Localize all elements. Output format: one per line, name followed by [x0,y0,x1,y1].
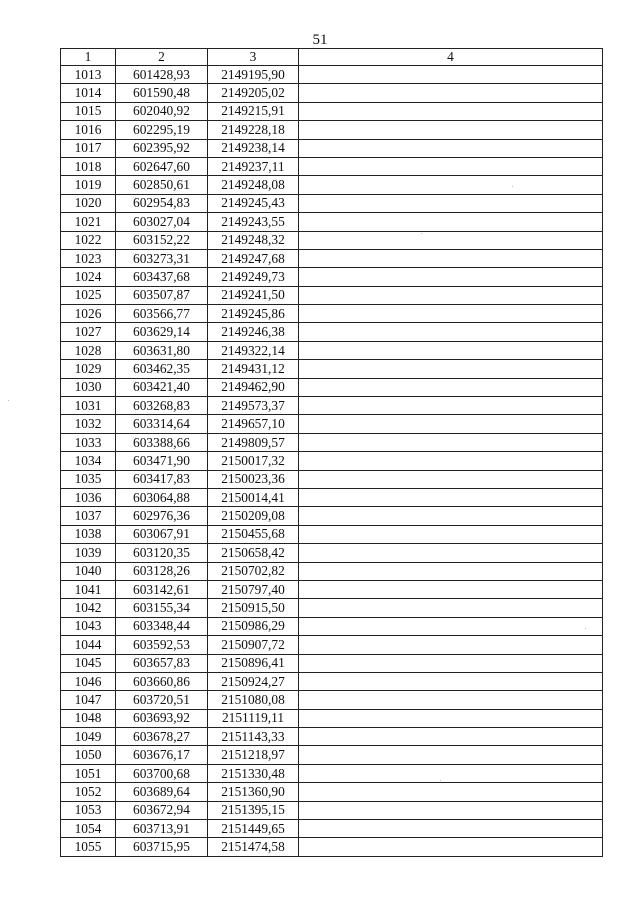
y-coordinate-cell: 2150915,50 [208,599,299,617]
description-cell [299,249,603,267]
description-cell [299,194,603,212]
scan-speck [585,628,586,629]
description-cell [299,783,603,801]
table-row [61,636,603,654]
x-coordinate-cell: 603657,83 [116,654,208,672]
table-row [61,213,603,231]
point-number-cell: 1034 [61,452,116,470]
x-coordinate-cell: 602395,92 [116,139,208,157]
description-cell [299,636,603,654]
x-coordinate-cell: 603629,14 [116,323,208,341]
description-cell [299,341,603,359]
x-coordinate-cell: 603471,90 [116,452,208,470]
point-number-cell: 1027 [61,323,116,341]
y-coordinate-cell: 2150014,41 [208,488,299,506]
description-cell [299,617,603,635]
description-cell [299,360,603,378]
point-number-cell: 1018 [61,157,116,175]
point-number-cell: 1032 [61,415,116,433]
y-coordinate-cell: 2149462,90 [208,378,299,396]
description-cell [299,525,603,543]
x-coordinate-cell: 603027,04 [116,213,208,231]
description-cell [299,139,603,157]
description-cell [299,709,603,727]
point-number-cell: 1033 [61,433,116,451]
x-coordinate-cell: 603693,92 [116,709,208,727]
y-coordinate-cell: 2150924,27 [208,672,299,690]
y-coordinate-cell: 2149245,86 [208,305,299,323]
description-cell [299,838,603,856]
table-row [61,746,603,764]
x-coordinate-cell: 603348,44 [116,617,208,635]
table-row [61,801,603,819]
table-row [61,672,603,690]
x-coordinate-cell: 603715,95 [116,838,208,856]
table-row [61,783,603,801]
x-coordinate-cell: 603120,35 [116,544,208,562]
y-coordinate-cell: 2151080,08 [208,691,299,709]
y-coordinate-cell: 2149246,38 [208,323,299,341]
x-coordinate-cell: 603660,86 [116,672,208,690]
y-coordinate-cell: 2150702,82 [208,562,299,580]
y-coordinate-cell: 2149657,10 [208,415,299,433]
point-number-cell: 1017 [61,139,116,157]
x-coordinate-cell: 603314,64 [116,415,208,433]
point-number-cell: 1015 [61,102,116,120]
table-row [61,544,603,562]
point-number-cell: 1026 [61,305,116,323]
table-row [61,617,603,635]
description-cell [299,544,603,562]
y-coordinate-cell: 2149322,14 [208,341,299,359]
x-coordinate-cell: 602647,60 [116,157,208,175]
table-row [61,507,603,525]
y-coordinate-cell: 2149238,14 [208,139,299,157]
table-row [61,397,603,415]
description-cell [299,323,603,341]
description-cell [299,286,603,304]
y-coordinate-cell: 2149248,32 [208,231,299,249]
table-row [61,360,603,378]
scan-speck [512,186,513,187]
table-row [61,764,603,782]
description-cell [299,728,603,746]
point-number-cell: 1039 [61,544,116,562]
table-row [61,157,603,175]
table-row [61,378,603,396]
x-coordinate-cell: 603676,17 [116,746,208,764]
y-coordinate-cell: 2150658,42 [208,544,299,562]
description-cell [299,176,603,194]
point-number-cell: 1055 [61,838,116,856]
table-row [61,121,603,139]
y-coordinate-cell: 2150797,40 [208,580,299,598]
y-coordinate-cell: 2151143,33 [208,728,299,746]
point-number-cell: 1022 [61,231,116,249]
table-row [61,286,603,304]
point-number-cell: 1024 [61,268,116,286]
point-number-cell: 1021 [61,213,116,231]
x-coordinate-cell: 602976,36 [116,507,208,525]
y-coordinate-cell: 2150896,41 [208,654,299,672]
y-coordinate-cell: 2149215,91 [208,102,299,120]
table-row [61,452,603,470]
y-coordinate-cell: 2150209,08 [208,507,299,525]
table-row [61,488,603,506]
table-row [61,838,603,856]
point-number-cell: 1045 [61,654,116,672]
description-cell [299,397,603,415]
table-row [61,709,603,727]
table-row [61,341,603,359]
point-number-cell: 1019 [61,176,116,194]
y-coordinate-cell: 2149249,73 [208,268,299,286]
y-coordinate-cell: 2149245,43 [208,194,299,212]
header-row [61,49,603,66]
description-cell [299,378,603,396]
x-coordinate-cell: 602850,61 [116,176,208,194]
point-number-cell: 1054 [61,820,116,838]
description-cell [299,820,603,838]
page-number: 51 [312,32,328,48]
point-number-cell: 1048 [61,709,116,727]
description-cell [299,599,603,617]
description-cell [299,452,603,470]
table-row [61,66,603,84]
description-cell [299,764,603,782]
description-cell [299,268,603,286]
x-coordinate-cell: 603566,77 [116,305,208,323]
x-coordinate-cell: 603462,35 [116,360,208,378]
x-coordinate-cell: 603273,31 [116,249,208,267]
description-cell [299,231,603,249]
point-number-cell: 1043 [61,617,116,635]
x-coordinate-cell: 603152,22 [116,231,208,249]
description-cell [299,654,603,672]
y-coordinate-cell: 2151360,90 [208,783,299,801]
point-number-cell: 1053 [61,801,116,819]
description-cell [299,691,603,709]
description-cell [299,433,603,451]
y-coordinate-cell: 2151330,48 [208,764,299,782]
x-coordinate-cell: 603437,68 [116,268,208,286]
table-row [61,820,603,838]
description-cell [299,415,603,433]
x-coordinate-cell: 603064,88 [116,488,208,506]
description-cell [299,305,603,323]
point-number-cell: 1020 [61,194,116,212]
table-row [61,433,603,451]
description-cell [299,801,603,819]
table-row [61,139,603,157]
description-cell [299,121,603,139]
x-coordinate-cell: 603155,34 [116,599,208,617]
table-row [61,654,603,672]
x-coordinate-cell: 603631,80 [116,341,208,359]
description-cell [299,746,603,764]
description-cell [299,507,603,525]
x-coordinate-cell: 603689,64 [116,783,208,801]
table-row [61,728,603,746]
table-row [61,580,603,598]
x-coordinate-cell: 603672,94 [116,801,208,819]
point-number-cell: 1042 [61,599,116,617]
table-row [61,102,603,120]
y-coordinate-cell: 2149809,57 [208,433,299,451]
table-row [61,525,603,543]
point-number-cell: 1047 [61,691,116,709]
description-cell [299,672,603,690]
point-number-cell: 1029 [61,360,116,378]
y-coordinate-cell: 2151218,97 [208,746,299,764]
table-row [61,415,603,433]
x-coordinate-cell: 603700,68 [116,764,208,782]
x-coordinate-cell: 603268,83 [116,397,208,415]
column-header-3: 3 [208,49,299,66]
y-coordinate-cell: 2149247,68 [208,249,299,267]
description-cell [299,66,603,84]
table-row [61,194,603,212]
table-row [61,470,603,488]
x-coordinate-cell: 601428,93 [116,66,208,84]
y-coordinate-cell: 2149195,90 [208,66,299,84]
x-coordinate-cell: 603417,83 [116,470,208,488]
description-cell [299,84,603,102]
table-row [61,323,603,341]
scan-speck [8,400,9,401]
x-coordinate-cell: 603713,91 [116,820,208,838]
y-coordinate-cell: 2149205,02 [208,84,299,102]
table-row [61,691,603,709]
x-coordinate-cell: 603592,53 [116,636,208,654]
point-number-cell: 1052 [61,783,116,801]
point-number-cell: 1038 [61,525,116,543]
point-number-cell: 1050 [61,746,116,764]
description-cell [299,213,603,231]
y-coordinate-cell: 2149248,08 [208,176,299,194]
y-coordinate-cell: 2151449,65 [208,820,299,838]
point-number-cell: 1025 [61,286,116,304]
x-coordinate-cell: 603678,27 [116,728,208,746]
point-number-cell: 1031 [61,397,116,415]
point-number-cell: 1037 [61,507,116,525]
point-number-cell: 1016 [61,121,116,139]
point-number-cell: 1014 [61,84,116,102]
column-header-2: 2 [116,49,208,66]
x-coordinate-cell: 603421,40 [116,378,208,396]
scan-speck [421,233,422,234]
table-row [61,305,603,323]
point-number-cell: 1036 [61,488,116,506]
y-coordinate-cell: 2149573,37 [208,397,299,415]
y-coordinate-cell: 2150017,32 [208,452,299,470]
y-coordinate-cell: 2151395,15 [208,801,299,819]
x-coordinate-cell: 603128,26 [116,562,208,580]
x-coordinate-cell: 602295,19 [116,121,208,139]
description-cell [299,157,603,175]
x-coordinate-cell: 603720,51 [116,691,208,709]
x-coordinate-cell: 603507,87 [116,286,208,304]
point-number-cell: 1028 [61,341,116,359]
y-coordinate-cell: 2150986,29 [208,617,299,635]
column-header-1: 1 [61,49,116,66]
x-coordinate-cell: 602954,83 [116,194,208,212]
table-row [61,176,603,194]
y-coordinate-cell: 2151119,11 [208,709,299,727]
x-coordinate-cell: 603142,61 [116,580,208,598]
description-cell [299,488,603,506]
table-row [61,249,603,267]
point-number-cell: 1051 [61,764,116,782]
scan-speck [440,780,441,781]
description-cell [299,562,603,580]
table-row [61,84,603,102]
description-cell [299,580,603,598]
table-row [61,599,603,617]
point-number-cell: 1044 [61,636,116,654]
column-header-4: 4 [299,49,603,66]
x-coordinate-cell: 603067,91 [116,525,208,543]
y-coordinate-cell: 2150023,36 [208,470,299,488]
y-coordinate-cell: 2150907,72 [208,636,299,654]
y-coordinate-cell: 2149431,12 [208,360,299,378]
y-coordinate-cell: 2149228,18 [208,121,299,139]
table-row [61,268,603,286]
point-number-cell: 1049 [61,728,116,746]
x-coordinate-cell: 602040,92 [116,102,208,120]
point-number-cell: 1041 [61,580,116,598]
y-coordinate-cell: 2151474,58 [208,838,299,856]
point-number-cell: 1040 [61,562,116,580]
y-coordinate-cell: 2150455,68 [208,525,299,543]
point-number-cell: 1046 [61,672,116,690]
table-row [61,231,603,249]
table-body [61,66,603,857]
point-number-cell: 1030 [61,378,116,396]
y-coordinate-cell: 2149237,11 [208,157,299,175]
table-row [61,562,603,580]
y-coordinate-cell: 2149243,55 [208,213,299,231]
point-number-cell: 1023 [61,249,116,267]
point-number-cell: 1013 [61,66,116,84]
x-coordinate-cell: 601590,48 [116,84,208,102]
x-coordinate-cell: 603388,66 [116,433,208,451]
point-number-cell: 1035 [61,470,116,488]
description-cell [299,102,603,120]
coordinates-table [60,48,603,857]
y-coordinate-cell: 2149241,50 [208,286,299,304]
description-cell [299,470,603,488]
